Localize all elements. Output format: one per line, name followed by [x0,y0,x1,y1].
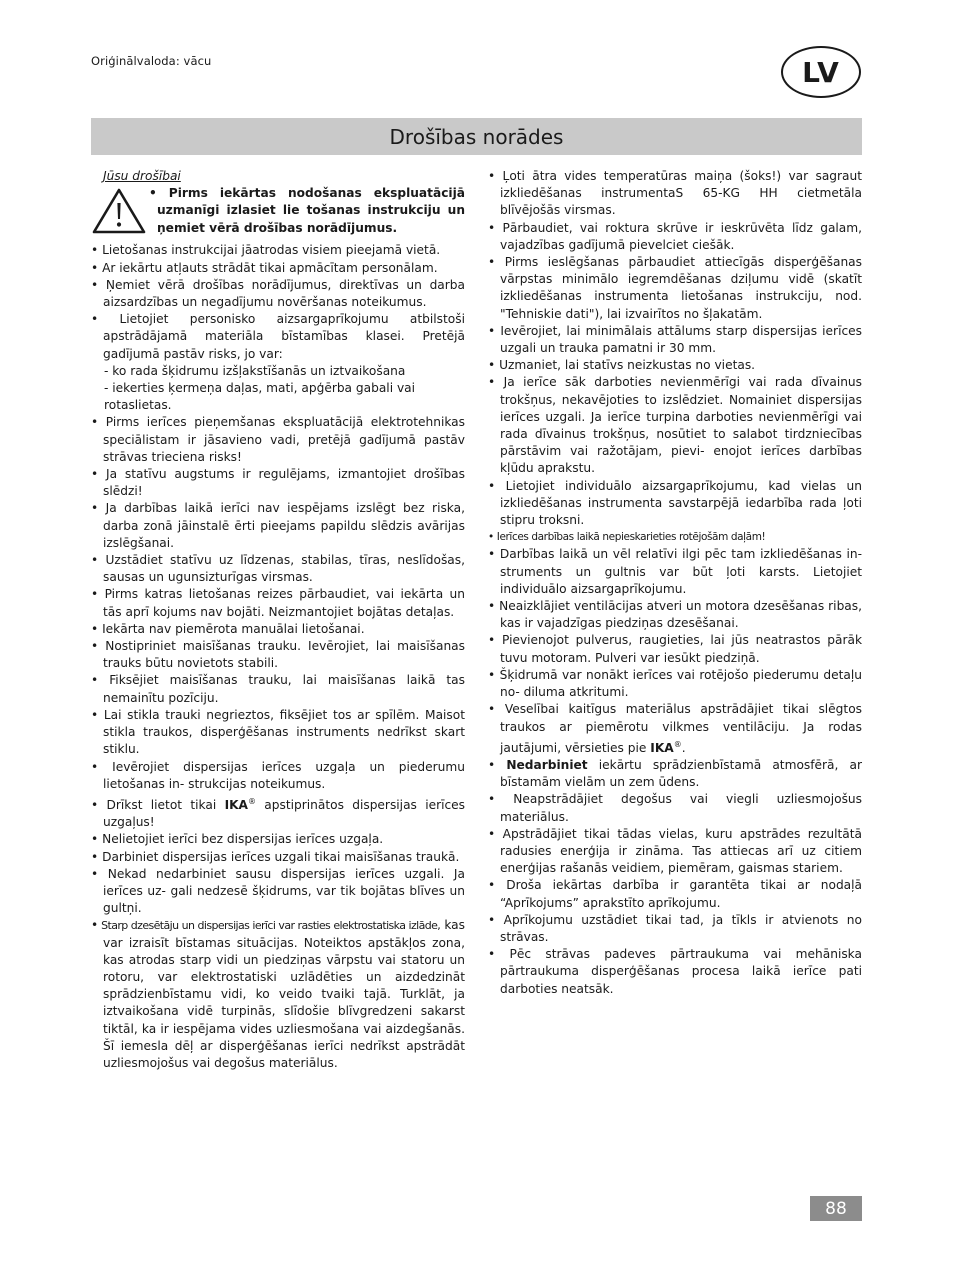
list-item: • Ievērojiet, lai minimālais attālums starp dispersijas ierīces uzgali un trauka pamatni ir 30 mm. [488,323,863,356]
list-item: • Uzmaniet, lai statīvs neizkustas no vietas. [488,358,756,373]
brand-ika: IKA [650,740,674,755]
list-item: • Pirms ierīces pieņemšanas ekspluatācijā elektrotehnikas speciālistam ir jāsavieno vadi, pretējā gadījumā pastāv strāvas trieciena risks! [91,415,465,464]
sub-item: - iekerties ķermeņa daļas, mati, apģērba gabali vai rotaslietas. [104,381,416,413]
registered-mark: ® [247,796,256,806]
warning-block [91,185,465,241]
left-column [91,168,465,1072]
bullet: • [149,186,157,201]
list-item: • Nedarbiniet iekārtu sprādzienbīstamā atmosfērā, ar bīstamām vielām un zem ūdens. [488,757,863,790]
list-item: • Neapstrādājiet degošus vai viegli uzliesmojošus materiālus. [488,792,863,824]
section-label: Jūsu drošībai [103,169,181,183]
list-item: • Apstrādājiet tikai tādas vielas, kuru apstrādes rezultātā radusies enerģija ir zināma. Tas attiecas arī uz citiem enerģijas rašanās veidiem, piemēram, gaismas stariem. [488,826,862,876]
list-item: • Uzstādiet statīvu uz līdzenas, stabilas, tīras, neslīdošas, sausas un ugunsizturīgas virsmas. [91,553,465,585]
list-item: • Ierīces darbības laikā nepieskarieties rotējošām daļām! [488,531,766,544]
warning-text: • Pirms iekārtas nodošanas ekspluatācijā uzmanīgi izlasiet lie tošanas instrukciju un ņemiet vērā drošības norādījumus. [149,186,465,235]
list-item: • Ja statīvu augstums ir regulējams, izmantojiet drošības slēdzi! [91,467,465,499]
warning-triangle-icon [91,186,149,241]
list-item: • Starp dzesētāju un dispersijas ierīci var rasties elektrostatiska izlāde, kas var izraisīt bīstamas situācijas. Noteiktos apstākļos zona, kas atrodas starp vidi un piedziņas vārpstu vai statoru un rotoru, var elektrostatiski uzlādēties un aizdedzināt sprādzienbīstamu vidi, ko veido tvaiki tajā. Turklāt, ja iztvaikošana vidē turpinās, slīdošie blīvgredzeni sakarst tiktāl, ka ir iespējama vides uzliesmošana vai aizdegšanās. Šī iemesla dēļ ar disperģēšanas ierīci nedrīkst apstrādāt uzliesmojošus vai degošus materiālus. [91,918,465,1071]
list-item: • Pirms ieslēgšanas pārbaudiet attiecīgās disperģēšanas vārpstas minimālo iegremdēšanas dziļumu vidē (skatīt izkliedēšanas instrumenta lietošanas instrukciju, nod. "Tehniskie dati"), lai izvairītos no šļakatām. [488,255,863,321]
list-item: • Aprīkojumu uzstādiet tikai tad, ja tīkls ir atvienots no strāvas. [488,912,862,944]
list-item: • Ļoti ātra vides temperatūras maiņa (šoks!) var sagraut izkliedēšanas instrumentaS 65-KG HH cietmetāla blīvējošās virsmas. [488,169,863,218]
list-item: • Ņemiet vērā drošības norādījumus, direktīvas un darba aizsardzības un negadījumu novēršanas noteikumus. [91,277,465,310]
list-item: • Darbiniet dispersijas ierīces uzgali tikai maisīšanas traukā. [91,849,460,864]
list-item: • Droša iekārtas darbība ir garantēta tikai ar nodaļā “Aprīkojums” aprakstīto aprīkojumu. [488,878,863,910]
emphasis-nedarbiniet: Nedarbiniet [506,757,588,772]
list-item: • Pievienojot pulverus, raugieties, lai jūs neatrastos pārāk tuvu motoram. Pulveri var iesūkt piedziņā. [488,633,863,665]
list-item: • Lietošanas instrukcijai jāatrodas visiem pieejamā vietā. [91,243,441,258]
list-item: • Veselībai kaitīgus materiālus apstrādājiet tikai slēgtos traukos ar piemērotu vilkmes ventilāciju. Ja rodas jautājumi, vērsieties pie IKA®. [488,702,862,755]
list-item: • Pārbaudiet, vai roktura skrūve ir ieskrūvēta līdz galam, vajadzības gadījumā pievelciet ciešāk. [488,220,863,252]
list-item: • Darbības laikā un vēl relatīvi ilgi pēc tam izkliedēšanas in- struments un gultnis var būt ļoti karsts. Lietojiet individuālo aizsargaprīkojumu. [488,547,863,596]
list-item: • Ja darbības laikā ierīci nav iespējams izslēgt bez riska, darba zonā jāinstalē ērti pieejams papildu slēdzis avārijas izslēgšanai. [91,501,465,550]
list-item: • Lietojiet individuālo aizsargaprīkojumu, kad vielas un izkliedēšanas instrumenta savstarpējā iedarbība rada ļoti stipru troksni. [488,478,863,528]
list-item: • Fiksējiet maisīšanas trauku, lai maisīšanas laikā tas nemainītu pozīciju. [91,673,465,705]
list-item: • Ievērojiet dispersijas ierīces uzgaļa un piederumu lietošanas in- strukcijas noteikumus. [91,759,465,791]
list-item: • Lietojiet personisko aizsargaprīkojumu atbilstoši apstrādājamā materiāla bīstamības klasei. Pretējā gadījumā pastāv risks, jo var: [91,312,465,361]
list-item: • Ja ierīce sāk darboties nevienmērīgi vai rada dīvainus trokšņus, nekavējoties to izslēdziet. Nomainiet dispersijas ierīces uzgali. Ja ierīce turpina darboties nevienmērīgi vai rada dīvainus trokšņus, nosūtiet to salabot tirdzniecības pārstāvim vai ražotājam, pievi- enojot ierīces darbības kļūdu aprakstu. [488,375,862,476]
sub-item: - ko rada šķidrumu izšļakstīšanās un iztvaikošana [104,363,406,378]
list-item: • Nelietojiet ierīci bez dispersijas ierīces uzgaļa. [91,832,384,847]
list-item: • Drīkst lietot tikai IKA® apstiprinātos dispersijas ierīces uzgaļus! [91,796,466,830]
list-item: • Neaizklājiet ventilācijas atveri un motora dzesēšanas ribas, kas ir vajadzīgas piedziņas dzesēšanai. [488,599,862,631]
list-item: • Ar iekārtu atļauts strādāt tikai apmācītam personālam. [91,260,438,275]
list-item: • Šķidrumā var nonākt ierīces vai rotējošo piederumu detaļu no- diluma atkritumi. [488,667,863,700]
list-item: • Nekad nedarbiniet sausu dispersijas ierīces uzgali. Ja ierīces uz- gali nedzesē šķidrums, var tik bojātas blīves un gultņi. [91,866,465,916]
list-item: • Lai stikla trauki negrieztos, fiksējiet tos ar spīlēm. Maisot stikla traukos, disperģēšanas instruments nedrīkst skart stiklu. [91,707,466,757]
brand-ika: IKA [224,797,248,812]
list-item: • Pēc strāvas padeves pārtraukuma vai mehāniska pārtraukuma disperģēšanas procesa laikā ierīce pati darboties neatsāk. [488,947,862,996]
right-column [488,168,862,998]
language-badge: LV [781,46,861,98]
registered-mark: ® [673,739,682,749]
list-item: • Nostipriniet maisīšanas trauku. Ievērojiet, lai maisīšanas trauks būtu novietots stabili. [91,639,466,671]
list-item: • Iekārta nav piemērota manuālai lietošanai. [91,621,365,636]
page-title: Drošības norādes [91,118,862,155]
list-item: • Pirms katras lietošanas reizes pārbaudiet, vai iekārta un tās aprī kojums nav bojāti. Neizmantojiet bojātas detaļas. [91,587,465,619]
page-number: 88 [810,1196,862,1221]
original-language-note: Oriģinālvaloda: vācu [91,54,212,68]
